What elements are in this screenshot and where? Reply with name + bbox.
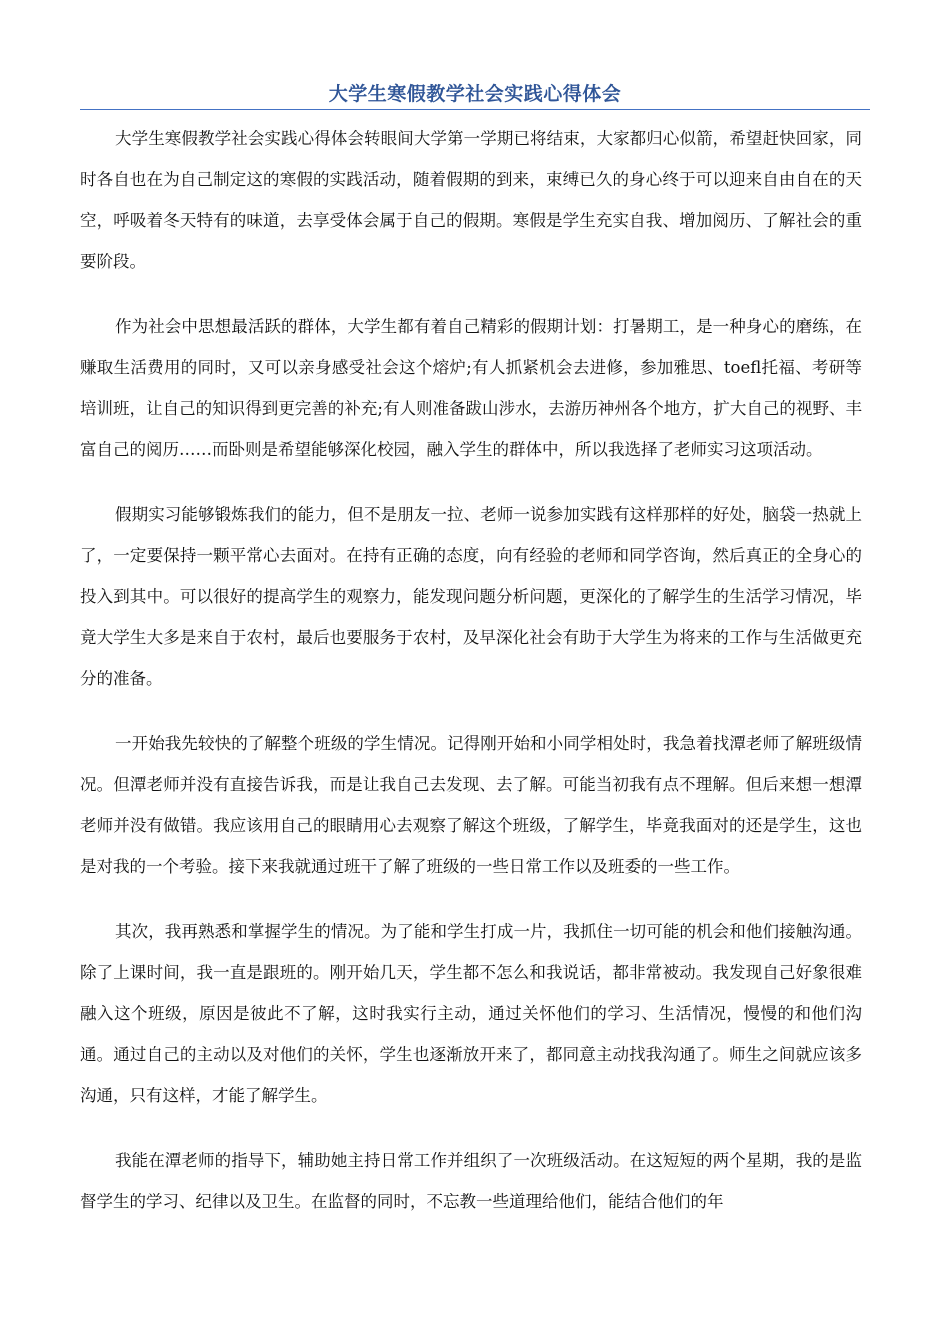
document-title: 大学生寒假教学社会实践心得体会 bbox=[328, 83, 622, 105]
paragraph-6: 我能在潭老师的指导下，辅助她主持日常工作并组织了一次班级活动。在这短短的两个星期，我的是监督学生的学习、纪律以及卫生。在监督的同时，不忘教一些道理给他们，能结合他们的年 bbox=[80, 1151, 862, 1211]
paragraph-1: 大学生寒假教学社会实践心得体会转眼间大学第一学期已将结束，大家都归心似箭，希望赶快回家，同时各自也在为自己制定这的寒假的实践活动，随着假期的到来，束缚已久的身心终于可以迎来自由自在的天空，呼吸着冬天特有的味道，去享受体会属于自己的假期。寒假是学生充实自我、增加阅历、了解社会的重要阶段。 bbox=[80, 129, 862, 271]
title-underline bbox=[80, 109, 870, 110]
paragraph-2: 作为社会中思想最活跃的群体，大学生都有着自己精彩的假期计划：打暑期工，是一种身心的磨练，在赚取生活费用的同时，又可以亲身感受社会这个熔炉;有人抓紧机会去进修，参加雅思、toefl托福、考研等培训班，让自己的知识得到更完善的补充;有人则准备跋山涉水，去游历神州各个地方，扩大自己的视野、丰富自己的阅历……而卧则是希望能够深化校园，融入学生的群体中，所以我选择了老师实习这项活动。 bbox=[80, 317, 862, 459]
paragraph-4: 一开始我先较快的了解整个班级的学生情况。记得刚开始和小同学相处时，我急着找潭老师了解班级情况。但潭老师并没有直接告诉我，而是让我自己去发现、去了解。可能当初我有点不理解。但后来想一想潭老师并没有做错。我应该用自己的眼睛用心去观察了解这个班级，了解学生，毕竟我面对的还是学生，这也是对我的一个考验。接下来我就通过班干了解了班级的一些日常工作以及班委的一些工作。 bbox=[80, 734, 862, 876]
paragraph-5: 其次，我再熟悉和掌握学生的情况。为了能和学生打成一片，我抓住一切可能的机会和他们接触沟通。除了上课时间，我一直是跟班的。刚开始几天，学生都不怎么和我说话，都非常被动。我发现自己好象很难融入这个班级，原因是彼此不了解，这时我实行主动，通过关怀他们的学习、生活情况，慢慢的和他们沟通。通过自己的主动以及对他们的关怀，学生也逐渐放开来了，都同意主动找我沟通了。师生之间就应该多沟通，只有这样，才能了解学生。 bbox=[80, 922, 862, 1105]
document-body bbox=[80, 118, 862, 1246]
paragraph-3: 假期实习能够锻炼我们的能力，但不是朋友一拉、老师一说参加实践有这样那样的好处，脑袋一热就上了，一定要保持一颗平常心去面对。在持有正确的态度，向有经验的老师和同学咨询，然后真正的全身心的投入到其中。可以很好的提高学生的观察力，能发现问题分析问题，更深化的了解学生的生活学习情况，毕竟大学生大多是来自于农村，最后也要服务于农村，及早深化社会有助于大学生为将来的工作与生活做更充分的准备。 bbox=[80, 505, 862, 688]
